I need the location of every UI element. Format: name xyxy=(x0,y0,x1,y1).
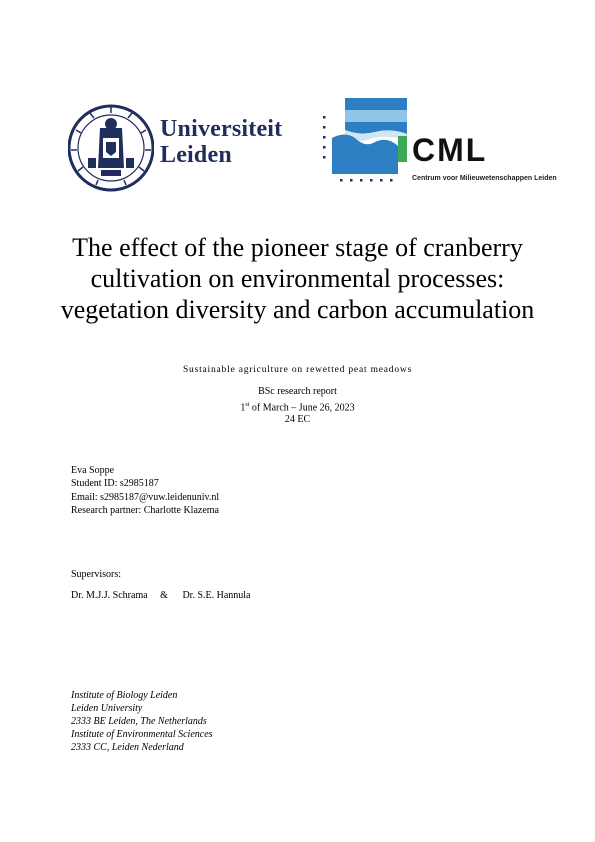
institution-line: Institute of Biology Leiden xyxy=(71,690,178,701)
cml-logo xyxy=(320,96,590,188)
institution-line: 2333 BE Leiden, The Netherlands xyxy=(71,715,207,727)
author-partner: Research partner: Charlotte Klazema xyxy=(71,504,219,516)
report-type: BSc research report xyxy=(258,386,337,397)
document-title: The effect of the pioneer stage of cranberry cultivation on environmental processes: vegetation diversity and carbon accumulation xyxy=(60,233,535,324)
author-info xyxy=(71,464,219,517)
author-student-id: Student ID: s2985187 xyxy=(71,478,159,490)
leiden-logo-line1: Universiteit xyxy=(160,116,283,142)
institution-line: Institute of Environmental Sciences xyxy=(71,728,213,740)
report-credits: 24 EC xyxy=(284,414,311,426)
supervisor-first: Dr. M.J.J. Schrama xyxy=(71,590,148,601)
document-subtitle: Sustainable agriculture on rewetted peat meadows xyxy=(182,365,413,375)
author-name: Eva Soppe xyxy=(71,465,115,476)
leiden-logo-line2: Leiden xyxy=(160,142,232,168)
cml-logo-subtitle: Centrum voor Milieuwetenschappen Leiden xyxy=(412,175,557,182)
supervisors-names xyxy=(71,590,251,601)
leiden-university-logo xyxy=(68,98,303,198)
cml-logo-word: CML xyxy=(412,132,488,168)
author-email: Email: s2985187@vuw.leidenuniv.nl xyxy=(71,491,220,503)
supervisors-label: Supervisors: xyxy=(71,569,121,580)
institution-line: Leiden University xyxy=(71,702,143,714)
report-date: 1st of March – June 26, 2023 xyxy=(240,401,355,413)
supervisor-separator: & xyxy=(160,590,168,601)
report-info xyxy=(40,386,555,427)
leiden-seal-icon xyxy=(68,98,154,198)
supervisor-second: Dr. S.E. Hannula xyxy=(182,590,251,601)
institution-info xyxy=(71,690,213,755)
cml-emblem-icon xyxy=(320,96,412,188)
institution-line: 2333 CC, Leiden Nederland xyxy=(71,741,184,753)
